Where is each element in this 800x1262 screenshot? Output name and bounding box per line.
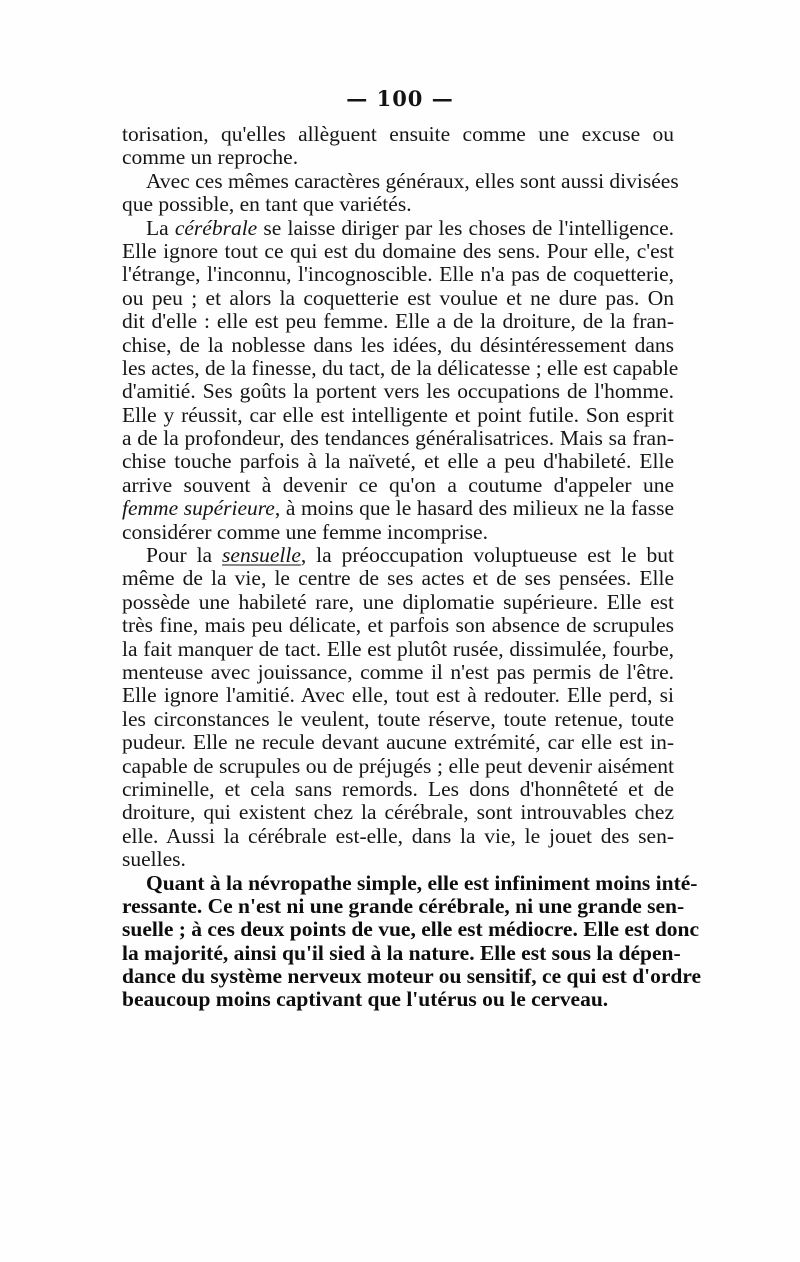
paragraph-continuation xyxy=(122,123,674,170)
text-line: suelles. xyxy=(122,847,186,872)
text-line: menteuse avec jouissance, comme il n'est pas permis de l'être. xyxy=(122,659,674,684)
paragraph-varieties xyxy=(122,168,679,217)
italic-term: sensuelle xyxy=(222,543,301,568)
text-line: elle. Aussi la cérébrale est-elle, dans la vie, le jouet des sen- xyxy=(122,823,674,848)
text-line: même de la vie, le centre de ses actes et de ses pensées. Elle xyxy=(122,566,674,591)
text-line: Elle y réussit, car elle est intelligente et point futile. Son esprit xyxy=(122,402,674,427)
text-line: beaucoup moins captivant que l'utérus ou le cerveau. xyxy=(122,987,609,1012)
text-line: la majorité, ainsi qu'il sied à la nature. Elle est sous la dépen- xyxy=(122,940,681,965)
page-number: — 100 — xyxy=(346,86,454,111)
paragraph-cerebrale xyxy=(122,215,679,544)
text-line: criminelle, et cela sans remords. Les dons d'honnêteté et de xyxy=(122,776,674,801)
text-line: femme supérieure, à moins que le hasard des milieux ne la fasse xyxy=(122,496,674,521)
text-line: arrive souvent à devenir ce qu'on a coutume d'appeler une xyxy=(122,472,674,497)
text-line: torisation, qu'elles allèguent ensuite comme une excuse ou xyxy=(122,122,674,146)
text-line: chise touche parfois à la naïveté, et elle a peu d'habileté. Elle xyxy=(122,449,674,474)
text-line: Avec ces mêmes caractères généraux, elles sont aussi divisées xyxy=(146,168,679,193)
text-line: Elle ignore tout ce qui est du domaine des sens. Pour elle, c'est xyxy=(122,238,674,263)
text-line: capable de scrupules ou de préjugés ; elle peut devenir aisément xyxy=(122,753,674,778)
text-line: les circonstances le veulent, toute réserve, toute retenue, toute xyxy=(122,706,674,731)
text-line: comme un reproche. xyxy=(122,145,299,170)
text-line: très fine, mais peu délicate, et parfois son absence de scrupules xyxy=(122,613,674,638)
text-line: Elle ignore l'amitié. Avec elle, tout est à redouter. Elle perd, si xyxy=(122,683,674,708)
text-line: La cérébrale se laisse diriger par les choses de l'intelligence. xyxy=(146,215,674,240)
text-line: d'amitié. Ses goûts la portent vers les occupations de l'homme. xyxy=(122,379,674,404)
text-line: dit d'elle : elle est peu femme. Elle a de la droiture, de la fran- xyxy=(122,309,674,334)
italic-term: cérébrale xyxy=(174,215,258,240)
body-text xyxy=(122,122,702,1012)
paragraph-sensuelle xyxy=(122,544,674,871)
italic-term: femme supérieure xyxy=(122,496,275,521)
text-line: Quant à la névropathe simple, elle est infiniment moins inté- xyxy=(146,870,698,895)
text-line: droiture, qui existent chez la cérébrale, sont introuvables chez xyxy=(122,800,674,825)
text-line: la fait manquer de tact. Elle est plutôt rusée, dissimulée, fourbe, xyxy=(122,636,674,661)
text-line: l'étrange, l'inconnu, l'incognoscible. Elle n'a pas de coquetterie, xyxy=(122,262,674,287)
text-line: pudeur. Elle ne recule devant aucune extrémité, car elle est in- xyxy=(122,730,674,755)
text-line: ressante. Ce n'est ni une grande cérébrale, ni une grande sen- xyxy=(122,893,685,918)
text-line: les actes, de la finesse, du tact, de la délicatesse ; elle est capable xyxy=(122,355,679,380)
text-line: a de la profondeur, des tendances généralisatrices. Mais sa fran- xyxy=(122,426,674,451)
text-line: chise, de la noblesse dans les idées, du désintéressement dans xyxy=(122,332,674,357)
text-line: ou peu ; et alors la coquetterie est voulue et ne dure pas. On xyxy=(122,285,674,310)
text-line: considérer comme une femme incomprise. xyxy=(122,519,488,544)
text-line: Pour la sensuelle, la préoccupation voluptueuse est le but xyxy=(146,543,674,568)
text-line: que possible, en tant que variétés. xyxy=(122,192,412,217)
paragraph-nevropathe xyxy=(122,870,702,1012)
text-line: suelle ; à ces deux points de vue, elle est médiocre. Elle est donc xyxy=(122,917,700,942)
text-line: dance du système nerveux moteur ou sensitif, ce qui est d'ordre xyxy=(122,964,702,989)
text-line: possède une habileté rare, une diplomatie supérieure. Elle est xyxy=(122,589,674,614)
